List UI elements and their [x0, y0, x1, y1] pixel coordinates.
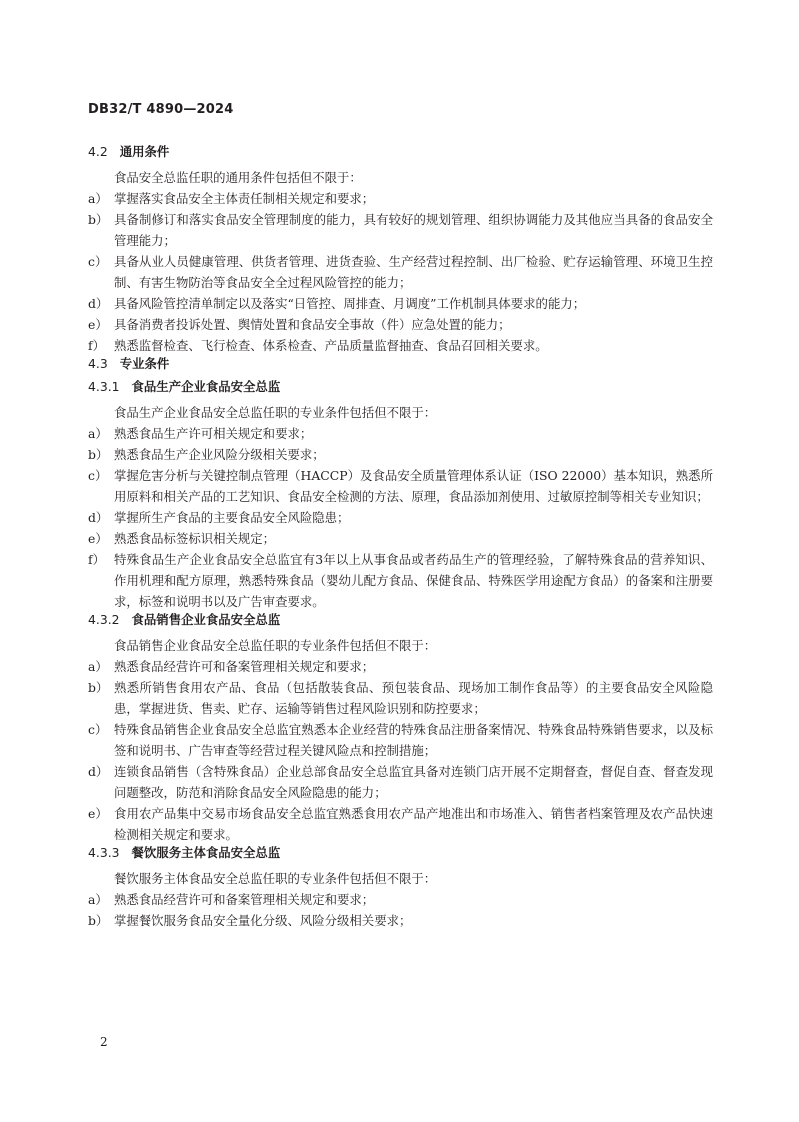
- list-marker: f）: [88, 338, 105, 353]
- section-number: 4.3.3: [88, 845, 120, 860]
- section-heading: [88, 845, 713, 861]
- requirement-list: [88, 423, 713, 612]
- section-intro: 食品安全总监任职的通用条件包括但不限于：: [114, 170, 362, 185]
- list-marker: a）: [88, 892, 108, 907]
- section-title: 餐饮服务主体食品安全总监: [131, 845, 281, 860]
- section-intro: 食品销售企业食品安全总监任职的专业条件包括但不限于：: [114, 638, 437, 653]
- list-item: [88, 314, 713, 335]
- list-item-text: 熟悉食品经营许可和备案管理相关规定和要求；: [114, 892, 375, 907]
- list-marker: b）: [88, 447, 109, 462]
- list-item-text: 掌握落实食品安全主体责任制相关规定和要求；: [114, 191, 375, 206]
- section-heading: [88, 144, 713, 160]
- list-item: [88, 656, 713, 677]
- list-item-text: 熟悉食品生产许可相关规定和要求；: [114, 426, 313, 441]
- list-marker: c）: [88, 254, 108, 269]
- list-item-text: 熟悉食品生产企业风险分级相关要求；: [114, 447, 325, 462]
- list-marker: d）: [88, 764, 109, 779]
- requirement-list: [88, 656, 713, 845]
- section-heading: [88, 379, 713, 395]
- list-item-text: 特殊食品销售企业食品安全总监宜熟悉本企业经营的特殊食品注册备案情况、特殊食品特殊销售要求，以及标签和说明书、广告审查等经营过程关键风险点和控制措施；: [114, 722, 713, 758]
- page-number: 2: [100, 1035, 108, 1049]
- section-4-3: [88, 356, 713, 372]
- list-item-text: 熟悉所销售食用农产品、食品（包括散装食品、预包装食品、现场加工制作食品等）的主要食品安全风险隐患，掌握进货、售卖、贮存、运输等销售过程风险识别和防控要求；: [114, 680, 713, 716]
- list-marker: e）: [88, 317, 108, 332]
- list-marker: e）: [88, 806, 108, 821]
- list-item: [88, 293, 713, 314]
- section-number: 4.2: [88, 144, 108, 159]
- list-item: [88, 251, 713, 293]
- list-item: [88, 719, 713, 761]
- list-marker: c）: [88, 468, 108, 483]
- list-item-text: 熟悉监督检查、飞行检查、体系检查、产品质量监督抽查、食品召回相关要求。: [114, 338, 548, 353]
- list-marker: a）: [88, 659, 108, 674]
- list-item-text: 具备风险管控清单制定以及落实“日管控、周排查、月调度”工作机制具体要求的能力；: [114, 296, 586, 311]
- list-marker: a）: [88, 191, 108, 206]
- list-marker: d）: [88, 510, 109, 525]
- list-item: [88, 507, 713, 528]
- list-item: [88, 188, 713, 209]
- section-number: 4.3.2: [88, 612, 120, 627]
- list-item: [88, 209, 713, 251]
- list-marker: d）: [88, 296, 109, 311]
- list-item-text: 熟悉食品标签标识相关规定；: [114, 531, 276, 546]
- list-item: [88, 677, 713, 719]
- requirement-list: [88, 889, 713, 931]
- list-marker: e）: [88, 531, 108, 546]
- section-title: 食品生产企业食品安全总监: [131, 379, 281, 394]
- list-marker: b）: [88, 680, 109, 695]
- list-item: [88, 465, 713, 507]
- section-title: 食品销售企业食品安全总监: [131, 612, 281, 627]
- list-item-text: 具备消费者投诉处置、舆情处置和食品安全事故（件）应急处置的能力；: [114, 317, 511, 332]
- section-heading: [88, 356, 713, 372]
- section-4-3-2: [88, 612, 713, 845]
- section-4-3-1: [88, 379, 713, 612]
- section-number: 4.3: [88, 356, 108, 371]
- list-item: [88, 423, 713, 444]
- list-marker: f）: [88, 552, 105, 567]
- list-item-text: 掌握危害分析与关键控制点管理（HACCP）及食品安全质量管理体系认证（ISO 22000）基本知识，熟悉所用原料和相关产品的工艺知识、食品安全检测的方法、原理，食品添加剂使用、过敏原控制等相关专业知识；: [114, 468, 713, 504]
- list-item: [88, 528, 713, 549]
- list-item-text: 具备制修订和落实食品安全管理制度的能力，具有较好的规划管理、组织协调能力及其他应当具备的食品安全管理能力；: [114, 212, 713, 248]
- section-intro: 餐饮服务主体食品安全总监任职的专业条件包括但不限于：: [114, 871, 437, 886]
- section-4-2: [88, 144, 713, 356]
- list-item-text: 掌握所生产食品的主要食品安全风险隐患；: [114, 510, 350, 525]
- section-number: 4.3.1: [88, 379, 120, 394]
- section-title: 通用条件: [119, 144, 170, 159]
- section-heading: [88, 612, 713, 628]
- section-title: 专业条件: [119, 356, 170, 371]
- list-item: [88, 803, 713, 845]
- requirement-list: [88, 188, 713, 356]
- list-item-text: 熟悉食品经营许可和备案管理相关规定和要求；: [114, 659, 375, 674]
- list-marker: a）: [88, 426, 108, 441]
- list-item: [88, 335, 713, 356]
- list-item: [88, 444, 713, 465]
- list-marker: b）: [88, 212, 109, 227]
- list-item: [88, 889, 713, 910]
- list-item: [88, 761, 713, 803]
- document-code: DB32/T 4890—2024: [88, 102, 234, 117]
- list-item-text: 掌握餐饮服务食品安全量化分级、风险分级相关要求；: [114, 913, 412, 928]
- list-item-text: 特殊食品生产企业食品安全总监宜有3年以上从事食品或者药品生产的管理经验，了解特殊食品的营养知识、作用机理和配方原理，熟悉特殊食品（婴幼儿配方食品、保健食品、特殊医学用途配方食品）的备案和注册要求，标签和说明书以及广告审查要求。: [114, 552, 713, 609]
- list-item-text: 连锁食品销售（含特殊食品）企业总部食品安全总监宜具备对连锁门店开展不定期督查，督促自查、督查发现问题整改，防范和消除食品安全风险隐患的能力；: [114, 764, 713, 800]
- list-item: [88, 549, 713, 612]
- document-body: [88, 144, 713, 931]
- section-intro: 食品生产企业食品安全总监任职的专业条件包括但不限于：: [114, 405, 437, 420]
- list-item: [88, 910, 713, 931]
- list-item-text: 食用农产品集中交易市场食品安全总监宜熟悉食用农产品产地准出和市场准入、销售者档案管理及农产品快速检测相关规定和要求。: [114, 806, 713, 842]
- section-4-3-3: [88, 845, 713, 931]
- list-marker: c）: [88, 722, 108, 737]
- list-marker: b）: [88, 913, 109, 928]
- list-item-text: 具备从业人员健康管理、供货者管理、进货查验、生产经营过程控制、出厂检验、贮存运输管理、环境卫生控制、有害生物防治等食品安全全过程风险管控的能力；: [114, 254, 713, 290]
